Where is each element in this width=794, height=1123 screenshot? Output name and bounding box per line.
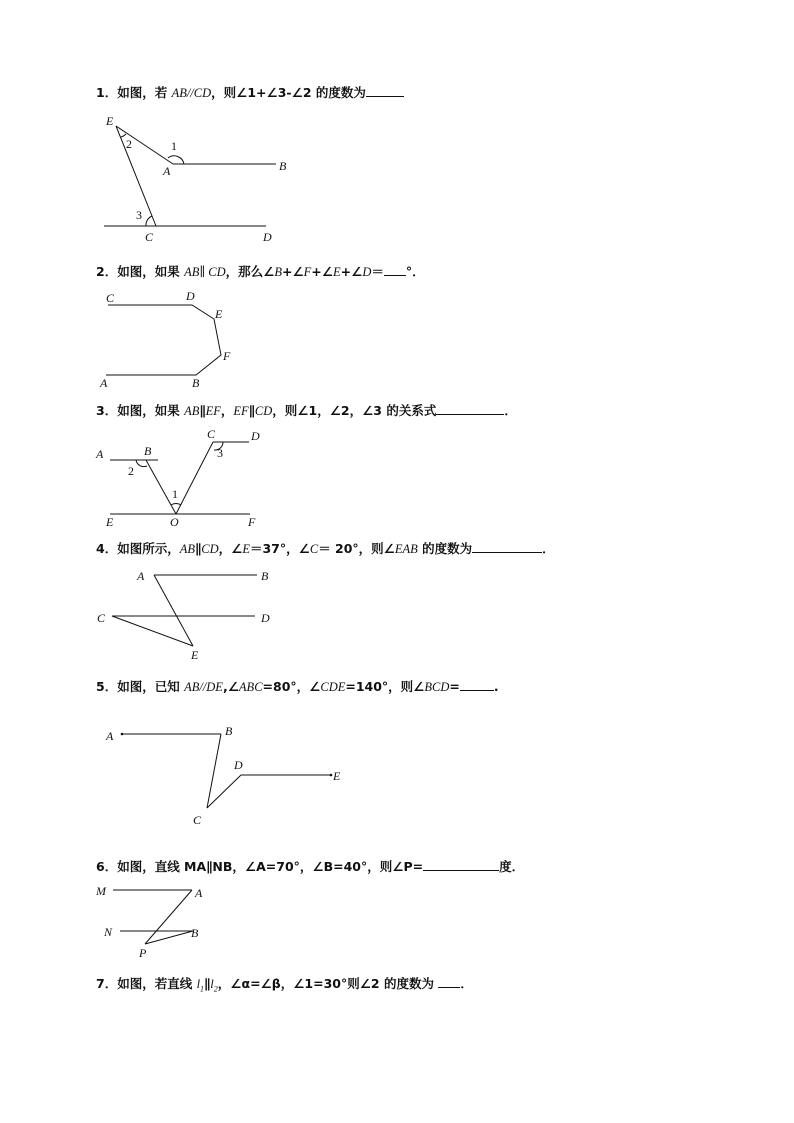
label-1: 1 bbox=[172, 487, 178, 501]
question-number: 6． bbox=[96, 859, 118, 874]
figure-2 bbox=[99, 289, 231, 390]
label-3: 3 bbox=[217, 446, 223, 460]
label-1: 1 bbox=[171, 139, 177, 153]
question-number: 2． bbox=[96, 264, 118, 279]
question-1: 1．如图，若 AB//CD，则∠1+∠3-∠2 的度数为 bbox=[96, 84, 404, 101]
label-O: O bbox=[170, 515, 179, 529]
label-2: 2 bbox=[126, 137, 132, 151]
label-F: F bbox=[223, 349, 231, 363]
label-D: D bbox=[186, 289, 195, 303]
label-A: A bbox=[137, 569, 145, 583]
label-B: B bbox=[279, 159, 287, 173]
label-B: B bbox=[191, 926, 199, 940]
question-6: 6．如图，直线 MA∥NB，∠A=70°，∠B=40°，则∠P= 度． bbox=[96, 859, 525, 874]
label-E: E bbox=[106, 114, 114, 128]
figure-4 bbox=[97, 569, 270, 662]
label-C: C bbox=[106, 291, 115, 305]
figure-5 bbox=[105, 724, 341, 827]
label-B: B bbox=[192, 376, 200, 390]
label-E: E bbox=[106, 515, 114, 529]
label-2: 2 bbox=[128, 464, 134, 478]
label-M: M bbox=[96, 884, 106, 898]
label-A: A bbox=[163, 164, 171, 178]
question-number: 7． bbox=[96, 976, 118, 991]
label-C: C bbox=[145, 230, 154, 244]
label-B: B bbox=[261, 569, 269, 583]
question-7: 7．如图，若直线 $l_1\parallel l_2$，∠α=∠β，∠1=30°则∠2 的度数为 ． bbox=[96, 976, 473, 994]
label-D: D bbox=[234, 758, 243, 772]
label-B: B bbox=[144, 444, 152, 458]
label-D: D bbox=[263, 230, 272, 244]
label-N: N bbox=[104, 925, 113, 939]
label-E: E bbox=[191, 648, 199, 662]
label-P: P bbox=[139, 946, 147, 960]
question-number: 5． bbox=[96, 679, 118, 694]
question-number: 3． bbox=[96, 403, 118, 418]
figure-3 bbox=[95, 427, 260, 529]
label-3: 3 bbox=[136, 208, 142, 222]
label-C: C bbox=[97, 611, 106, 625]
question-3: 3．如图，如果 AB∥EF，EF∥CD，则∠1，∠2，∠3 的关系式 ． bbox=[96, 403, 517, 418]
label-D: D bbox=[261, 611, 270, 625]
question-5: 5．如图，已知 AB//DE,∠ABC=80°，∠CDE=140°，则∠BCD= . bbox=[96, 679, 499, 694]
label-A: A bbox=[100, 376, 108, 390]
label-D: D bbox=[251, 429, 260, 443]
question-number: 1． bbox=[96, 85, 118, 100]
label-F: F bbox=[248, 515, 256, 529]
label-E: E bbox=[333, 769, 341, 783]
label-A: A bbox=[195, 886, 203, 900]
label-B: B bbox=[225, 724, 233, 738]
question-number: 4． bbox=[96, 541, 118, 556]
figure-1 bbox=[104, 114, 287, 244]
label-E: E bbox=[215, 307, 223, 321]
label-C: C bbox=[207, 427, 216, 441]
label-A: A bbox=[96, 447, 104, 461]
question-4: 4．如图所示，AB∥CD，∠E＝37°，∠C＝ 20°，则∠EAB 的度数为 ． bbox=[96, 541, 555, 556]
figure-6 bbox=[95, 884, 203, 960]
question-2: 2．如图，如果 AB∥ CD，那么∠B+∠F+∠E+∠D＝ °． bbox=[96, 264, 425, 279]
label-A: A bbox=[106, 729, 114, 743]
label-C: C bbox=[193, 813, 202, 827]
